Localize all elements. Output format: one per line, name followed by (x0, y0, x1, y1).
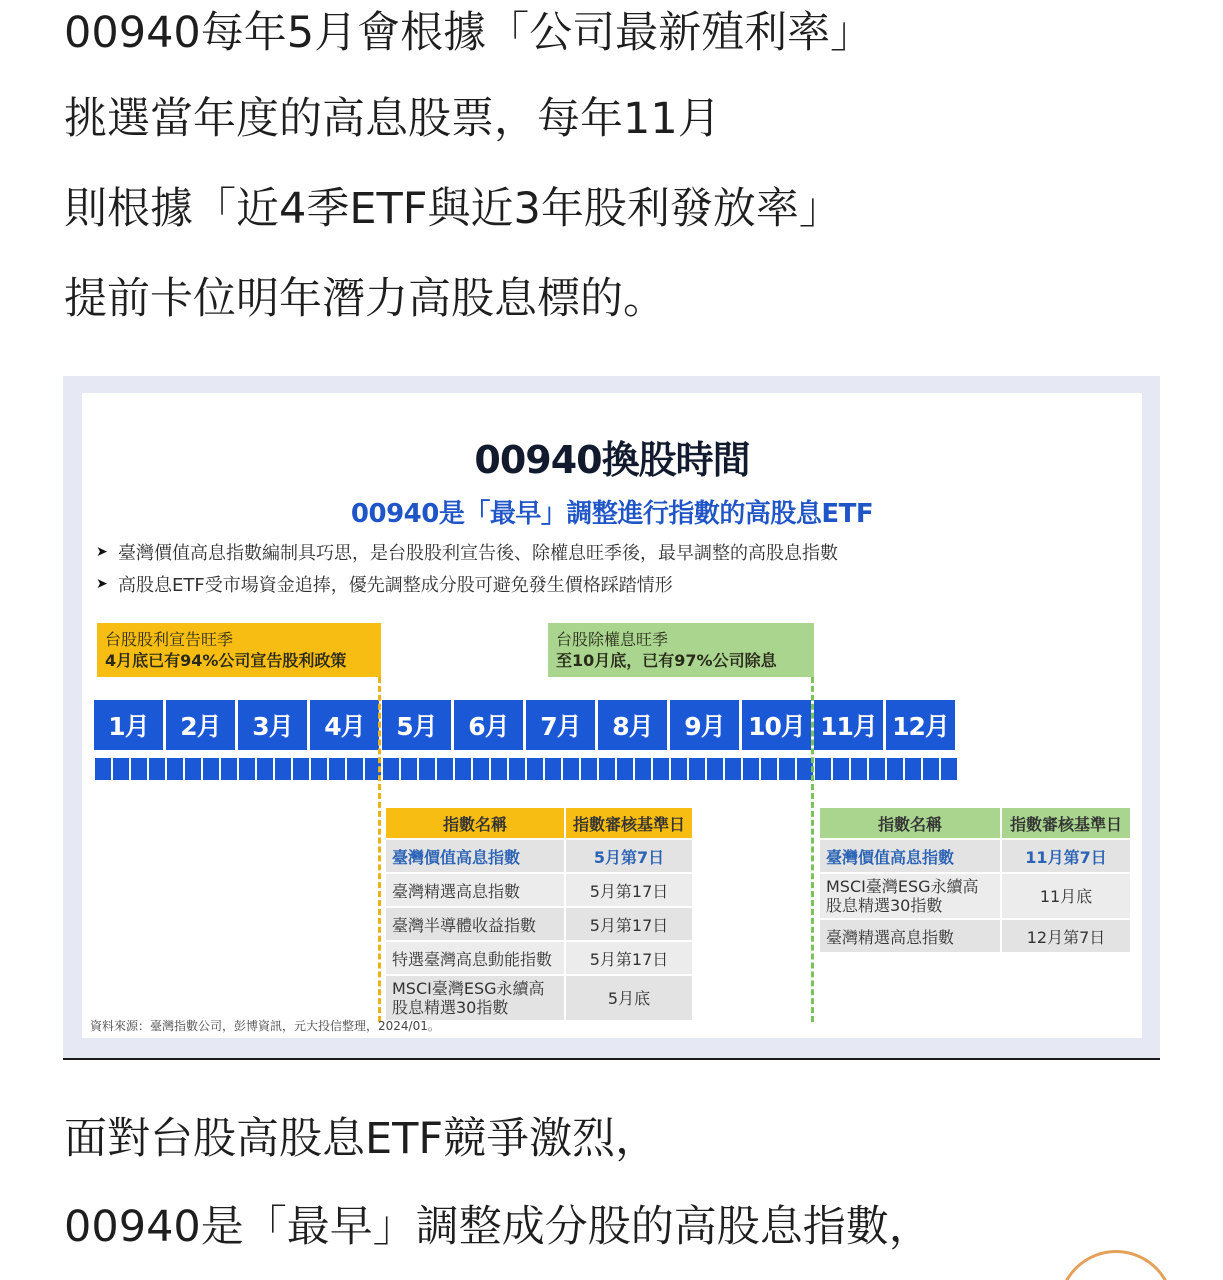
week-tick (491, 758, 507, 780)
review-date: 12月第7日 (1002, 920, 1130, 952)
review-date: 5月第17日 (566, 908, 692, 940)
week-tick (509, 758, 525, 780)
week-tick (221, 758, 237, 780)
week-tick (293, 758, 309, 780)
week-tick (671, 758, 687, 780)
month-cell: 6月 (454, 700, 523, 750)
week-tick (149, 758, 165, 780)
bullet-list (96, 536, 838, 600)
week-tick (851, 758, 867, 780)
week-tick (689, 758, 705, 780)
bullet-text: 臺灣價值高息指數編制具巧思，是台股股利宣告後、除權息旺季後，最早調整的高股息指數 (118, 543, 838, 564)
week-tick (653, 758, 669, 780)
article-paragraph-line: 面對台股高股息ETF競爭激烈， (64, 1114, 659, 1164)
week-tick (347, 758, 363, 780)
week-tick (833, 758, 849, 780)
callout-detail: 4月底已有94%公司宣告股利政策 (105, 651, 347, 670)
review-date: 5月底 (566, 976, 692, 1020)
article-paragraph-line: 00940每年5月會根據「公司最新殖利率」 (64, 8, 874, 58)
infographic-subtitle: 00940是「最早」調整進行指數的高股息ETF (350, 499, 874, 529)
week-tick (815, 758, 831, 780)
table-row (386, 976, 692, 1020)
week-tick (131, 758, 147, 780)
callout-ex-dividend (548, 623, 814, 677)
week-tick (167, 758, 183, 780)
month-cell: 3月 (238, 700, 307, 750)
source-note: 資料來源：臺灣指數公司，彭博資訊，元大投信整理，2024/01。 (90, 1019, 440, 1033)
week-tick (239, 758, 255, 780)
article-paragraph-line: 00940是「最早」調整成分股的高股息指數， (64, 1202, 932, 1252)
week-tick (473, 758, 489, 780)
week-tick (941, 758, 957, 780)
review-date: 11月第7日 (1002, 840, 1130, 872)
index-name: 臺灣價值高息指數 (386, 840, 564, 872)
month-cell: 5月 (382, 700, 451, 750)
week-tick (563, 758, 579, 780)
month-timeline (94, 700, 955, 750)
month-cell: 1月 (94, 700, 163, 750)
callout-dividend-announcement (97, 623, 381, 677)
week-tick (275, 758, 291, 780)
review-date: 11月底 (1002, 874, 1130, 918)
november-review-table (818, 806, 1132, 954)
table-row (386, 840, 692, 872)
month-cell: 8月 (598, 700, 667, 750)
week-tick (887, 758, 903, 780)
index-name-line: MSCI臺灣ESG永續高 (826, 877, 979, 896)
review-date: 5月第17日 (566, 874, 692, 906)
article-paragraph-line: 挑選當年度的高息股票，每年11月 (64, 94, 721, 144)
month-cell: 11月 (814, 700, 883, 750)
week-tick (905, 758, 921, 780)
callout-detail: 至10月底，已有97%公司除息 (556, 651, 777, 670)
index-name-line: 股息精選30指數 (826, 896, 943, 915)
month-cell: 7月 (526, 700, 595, 750)
month-cell: 4月 (310, 700, 379, 750)
week-tick (743, 758, 759, 780)
week-tick (455, 758, 471, 780)
week-tick-bar (95, 758, 957, 780)
table-header: 指數審核基準日 (1002, 808, 1130, 838)
may-review-table (384, 806, 694, 1022)
week-tick (761, 758, 777, 780)
index-name: 臺灣精選高息指數 (386, 874, 564, 906)
week-tick (401, 758, 417, 780)
index-name: 臺灣精選高息指數 (820, 920, 1000, 952)
week-tick (707, 758, 723, 780)
index-name: 臺灣半導體收益指數 (386, 908, 564, 940)
november-divider-line (811, 677, 814, 1022)
table-row (820, 840, 1130, 872)
week-tick (581, 758, 597, 780)
callout-title: 台股股利宣告旺季 (105, 630, 234, 649)
table-header: 指數審核基準日 (566, 808, 692, 838)
bullet-item (96, 568, 838, 600)
week-tick (311, 758, 327, 780)
week-tick (869, 758, 885, 780)
arrow-bullet-icon: ➤ (96, 544, 108, 560)
may-divider-line (378, 677, 381, 1022)
table-row (820, 920, 1130, 952)
week-tick (419, 758, 435, 780)
week-tick (599, 758, 615, 780)
week-tick (257, 758, 273, 780)
review-date: 5月第17日 (566, 942, 692, 974)
index-name-line: MSCI臺灣ESG永續高 (392, 979, 545, 998)
bullet-text: 高股息ETF受市場資金追捧，優先調整成分股可避免發生價格踩踏情形 (118, 575, 673, 596)
arrow-bullet-icon: ➤ (96, 576, 108, 592)
table-header: 指數名稱 (386, 808, 564, 838)
article-paragraph-line: 提前卡位明年潛力高股息標的。 (64, 274, 666, 324)
table-row (386, 908, 692, 940)
index-name-line: 股息精選30指數 (392, 998, 509, 1017)
index-name: 臺灣價值高息指數 (820, 840, 1000, 872)
week-tick (329, 758, 345, 780)
infographic-card (82, 393, 1142, 1038)
month-cell: 2月 (166, 700, 235, 750)
week-tick (725, 758, 741, 780)
table-header: 指數名稱 (820, 808, 1000, 838)
week-tick (635, 758, 651, 780)
infographic-image (63, 376, 1160, 1060)
week-tick (437, 758, 453, 780)
week-tick (203, 758, 219, 780)
week-tick (95, 758, 111, 780)
infographic-title: 00940換股時間 (474, 438, 750, 482)
index-name: 特選臺灣高息動能指數 (386, 942, 564, 974)
table-row (386, 942, 692, 974)
week-tick (617, 758, 633, 780)
week-tick (185, 758, 201, 780)
month-cell: 10月 (742, 700, 811, 750)
week-tick (113, 758, 129, 780)
table-row (820, 874, 1130, 918)
bullet-item (96, 536, 838, 568)
table-row (386, 874, 692, 906)
week-tick (545, 758, 561, 780)
callout-title: 台股除權息旺季 (556, 630, 669, 649)
index-name (820, 874, 1000, 918)
article-paragraph-line: 則根據「近4季ETF與近3年股利發放率」 (64, 184, 842, 234)
week-tick (527, 758, 543, 780)
week-tick (383, 758, 399, 780)
week-tick (779, 758, 795, 780)
month-cell: 12月 (886, 700, 955, 750)
review-date: 5月第7日 (566, 840, 692, 872)
week-tick (923, 758, 939, 780)
index-name (386, 976, 564, 1020)
month-cell: 9月 (670, 700, 739, 750)
floating-action-button[interactable] (1058, 1250, 1174, 1280)
